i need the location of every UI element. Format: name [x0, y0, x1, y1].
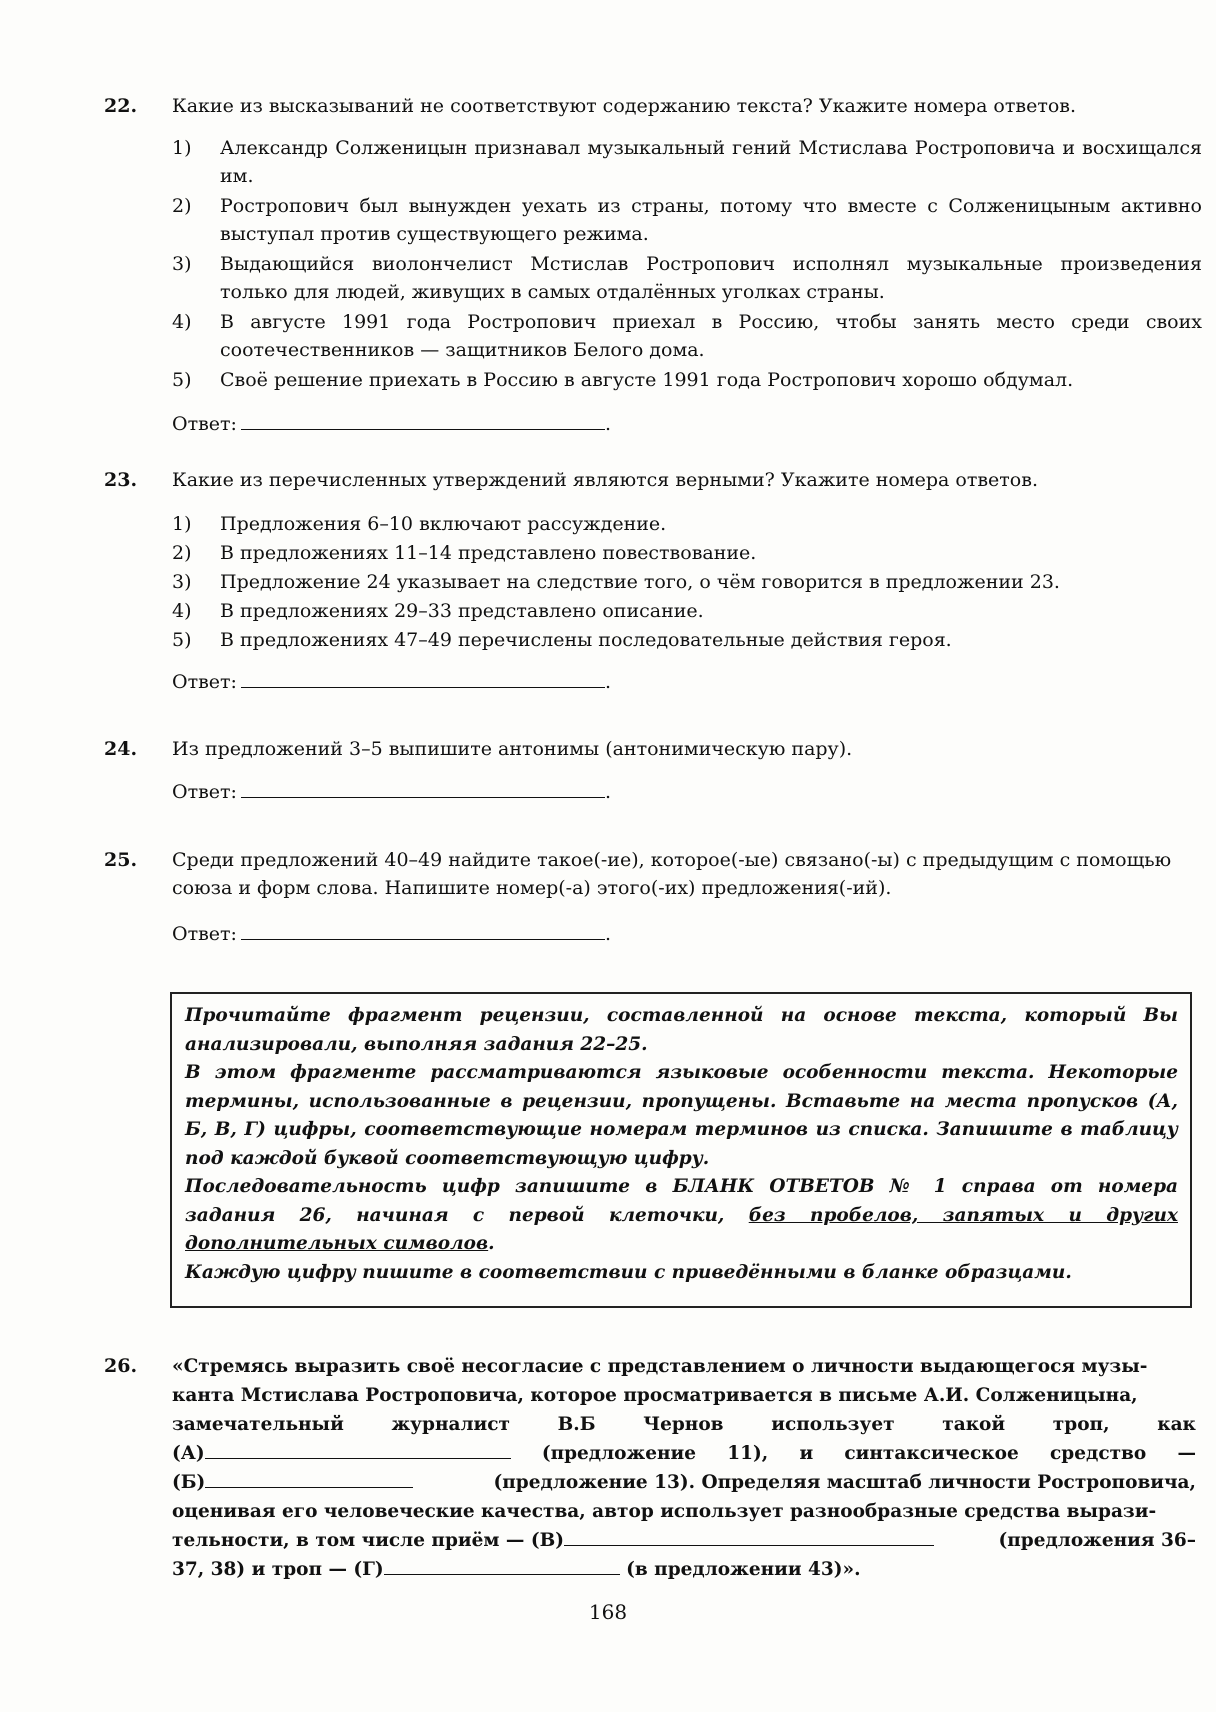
answer-23 [172, 668, 611, 696]
instruction-text: . [488, 1233, 495, 1254]
option-text: В предложениях 29–33 представлено описание. [220, 600, 704, 622]
review-line [172, 1439, 1196, 1468]
task-number: 22. [104, 95, 138, 117]
review-line: «Стремясь выразить своё несогласие с представлением о личности выдающегося музы- [172, 1356, 1148, 1377]
review-word: как [1157, 1414, 1196, 1435]
option-number: 2) [172, 542, 192, 564]
review-text: (предложение 13). Определяя масштаб личности Ростроповича, [493, 1472, 1196, 1493]
option-number: 3) [172, 571, 192, 593]
gap-label: (Б) [172, 1472, 206, 1493]
instruction-box [170, 992, 1192, 1308]
review-line: канта Мстислава Ростроповича, которое просматривается в письме А.И. Солженицына, [172, 1385, 1138, 1406]
answer-label: Ответ: [172, 923, 237, 945]
gap-c [172, 1526, 934, 1555]
answer-label: Ответ: [172, 413, 237, 435]
review-text: 37, 38) и троп — (Г) [172, 1559, 384, 1580]
instruction-paragraph: В этом фрагменте рассматриваются языковые особенности текста. Некоторые термины, использованные в рецензии, пропущены. Вставьте на места пропусков (А, Б, В, Г) цифры, соответствующие номерам терминов из списка. Запишите в таблицу под каждой буквой соответствующую цифру. [185, 1062, 1178, 1169]
instruction-paragraph [185, 1173, 1178, 1259]
option-number: 1) [172, 137, 192, 159]
option-text: В предложениях 47–49 перечислены последовательные действия героя. [220, 629, 952, 651]
review-text: тельности, в том числе приём — (В) [172, 1530, 564, 1551]
option [172, 539, 1202, 567]
option [172, 250, 1202, 306]
answer-field[interactable] [241, 669, 605, 688]
review-word: В.Б [557, 1414, 596, 1435]
answer-22 [172, 410, 611, 438]
gap-b-field[interactable] [205, 1469, 413, 1488]
task-question: Среди предложений 40–49 найдите такое(-ие), которое(-ые) связано(-ы) с предыдущим с помощью союза и форм слова. Напишите номер(-а) этого(-их) предложения(-ий). [172, 849, 1172, 899]
review-line [172, 1468, 1196, 1497]
review-text: (предложения 36– [998, 1530, 1196, 1551]
review-word: 11), [727, 1443, 769, 1464]
review-word: такой [942, 1414, 1006, 1435]
answer-field[interactable] [241, 921, 605, 940]
answer-field[interactable] [241, 779, 605, 798]
option-number: 4) [172, 311, 192, 333]
answer-end: . [604, 923, 611, 945]
review-fragment [172, 1352, 1196, 1584]
option-text: Ростропович был вынужден уехать из страны, потому что вместе с Солженицыным активно выступал против существующего режима. [220, 195, 1202, 245]
review-word: (предложение [541, 1443, 697, 1464]
task-question: Какие из высказываний не соответствуют содержанию текста? Укажите номера ответов. [172, 95, 1077, 117]
gap-b [172, 1468, 413, 1497]
instruction-underlined: без пробелов, запятых и других дополнительных символов [185, 1204, 1178, 1254]
task-question: Какие из перечисленных утверждений являются верными? Укажите номера ответов. [172, 469, 1038, 491]
page-number: 168 [588, 1600, 628, 1624]
option [172, 366, 1202, 394]
gap-a [172, 1439, 511, 1468]
answer-field[interactable] [241, 411, 605, 430]
task-question: Из предложений 3–5 выпишите антонимы (антонимическую пару). [172, 738, 853, 760]
task-number: 26. [104, 1355, 138, 1377]
review-text: (в предложении 43)». [626, 1559, 861, 1580]
review-line [172, 1526, 1196, 1555]
answer-25 [172, 920, 611, 948]
review-word: средство [1050, 1443, 1147, 1464]
option-number: 2) [172, 195, 192, 217]
review-word: синтаксическое [844, 1443, 1019, 1464]
option-text: Своё решение приехать в Россию в августе 1991 года Ростропович хорошо обдумал. [220, 369, 1074, 391]
option-text: Предложение 24 указывает на следствие того, о чём говорится в предложении 23. [220, 571, 1060, 593]
option [172, 626, 1202, 654]
option-text: Александр Солженицын признавал музыкальный гений Мстислава Ростроповича и восхищался им. [220, 137, 1202, 187]
answer-label: Ответ: [172, 781, 237, 803]
task-number: 24. [104, 738, 138, 760]
option [172, 510, 1202, 538]
option [172, 308, 1202, 364]
answer-24 [172, 778, 611, 806]
task-number: 23. [104, 469, 138, 491]
review-line [172, 1555, 1196, 1584]
review-line: оценивая его человеческие качества, автор использует разнообразные средства вырази- [172, 1501, 1157, 1522]
option-number: 5) [172, 369, 192, 391]
option-number: 3) [172, 253, 192, 275]
review-line [172, 1410, 1196, 1439]
gap-label: (А) [172, 1443, 205, 1464]
option-text: Выдающийся виолончелист Мстислав Ростропович исполнял музыкальные произведения только для людей, живущих в самых отдалённых уголках страны. [220, 253, 1202, 303]
gap-d-field[interactable] [384, 1556, 620, 1575]
answer-end: . [604, 413, 611, 435]
option-text: В августе 1991 года Ростропович приехал в Россию, чтобы занять место среди своих соотечественников — защитников Белого дома. [220, 311, 1202, 361]
review-word: — [1177, 1443, 1196, 1464]
review-word: троп, [1052, 1414, 1110, 1435]
task-number: 25. [104, 849, 138, 871]
review-word: замечательный [172, 1414, 344, 1435]
option [172, 568, 1202, 596]
instruction-paragraph: Прочитайте фрагмент рецензии, составленной на основе текста, который Вы анализировали, выполняя задания 22–25. [185, 1005, 1178, 1055]
answer-end: . [604, 671, 611, 693]
option [172, 192, 1202, 248]
option-number: 1) [172, 513, 192, 535]
option-text: Предложения 6–10 включают рассуждение. [220, 513, 667, 535]
option-text: В предложениях 11–14 представлено повествование. [220, 542, 757, 564]
review-word: и [799, 1443, 814, 1464]
gap-c-field[interactable] [564, 1527, 934, 1546]
instruction-paragraph: Каждую цифру пишите в соответствии с приведёнными в бланке образцами. [185, 1261, 1072, 1283]
instruction-text: Последовательность цифр запишите в БЛАНК ОТВЕТОВ № 1 справа от номера задания 26, начиная с первой клеточки, [185, 1176, 1178, 1226]
gap-a-field[interactable] [205, 1440, 511, 1459]
review-word: Чернов [643, 1414, 724, 1435]
review-word: использует [771, 1414, 895, 1435]
option [172, 134, 1202, 190]
option-number: 5) [172, 629, 192, 651]
review-word: журналист [391, 1414, 510, 1435]
option-number: 4) [172, 600, 192, 622]
answer-end: . [604, 781, 611, 803]
option [172, 597, 1202, 625]
answer-label: Ответ: [172, 671, 237, 693]
